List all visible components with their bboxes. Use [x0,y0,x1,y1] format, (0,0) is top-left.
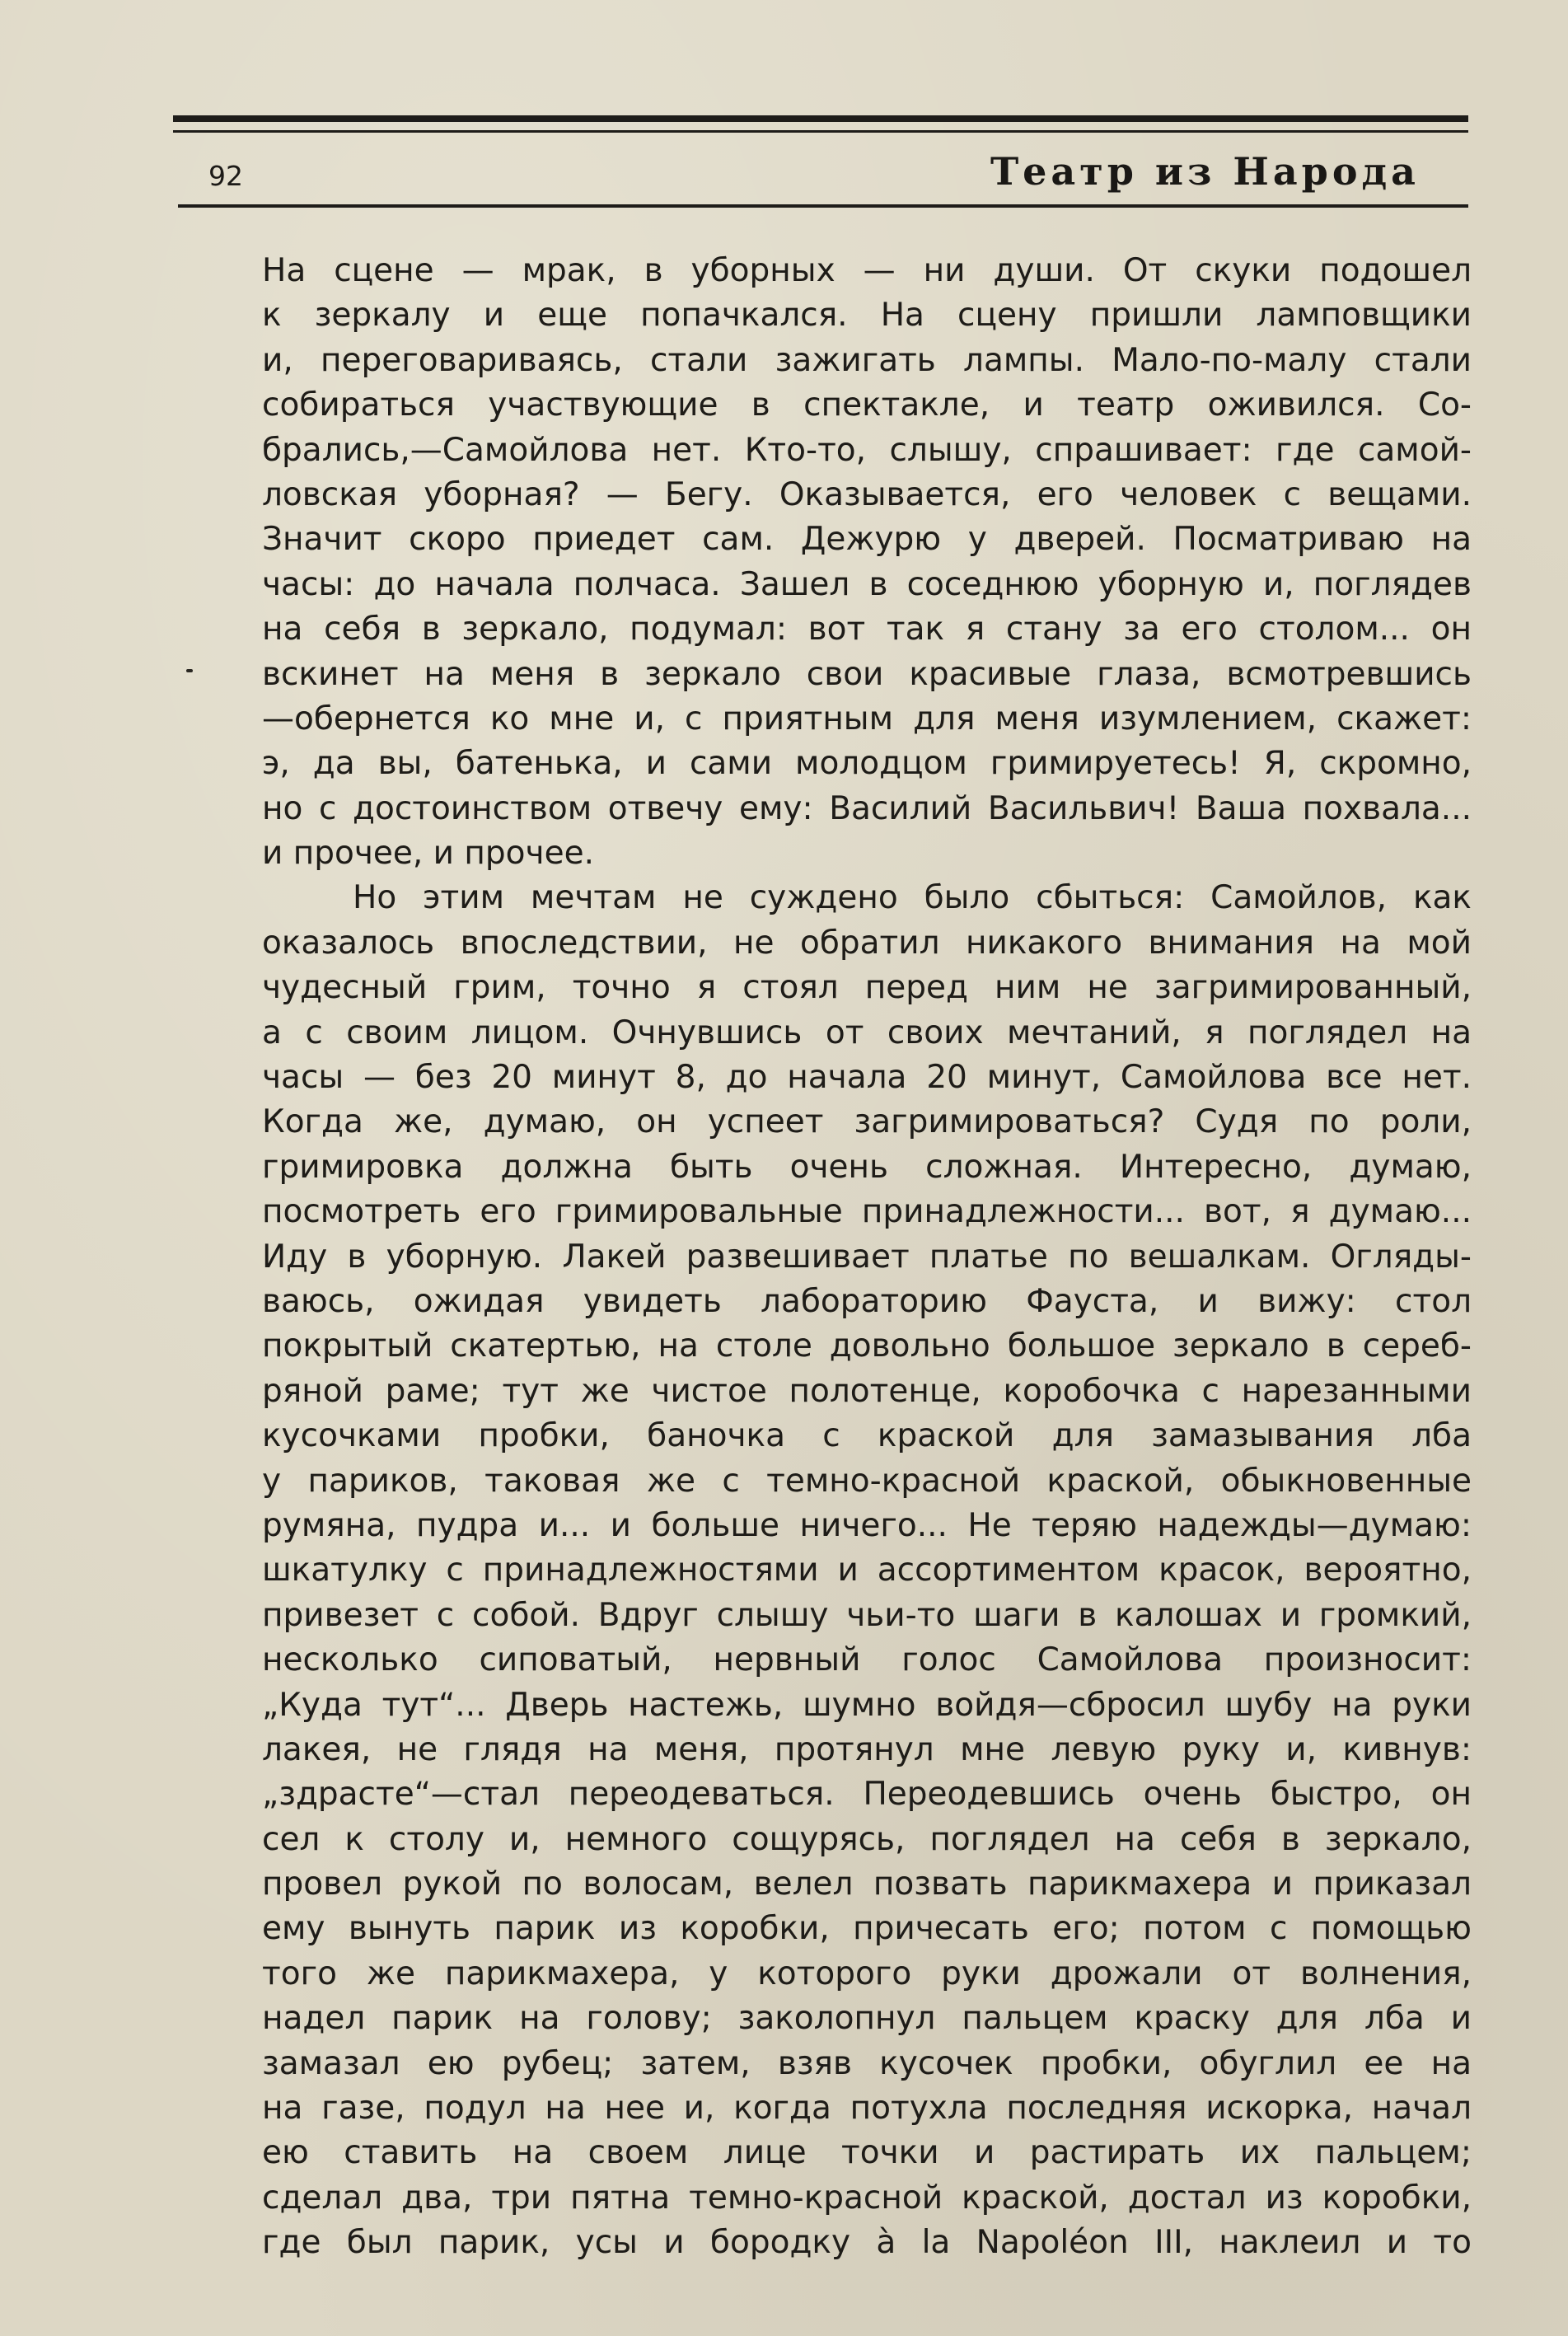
text-line: но с достоинством отвечу ему: Василий Васильвич! Ваша похвала... [262,789,1472,827]
text-line: „Куда тут“... Дверь настежь, шумно войдя—сбросил шубу на руки [262,1686,1472,1724]
text-line: ваюсь, ожидая увидеть лабораторию Фауста, и вижу: стол [262,1282,1472,1320]
text-line: посмотреть его гримировальные принадлежности... вот, я думаю... [262,1193,1472,1231]
text-line: ряной раме; тут же чистое полотенце, коробочка с нарезанными [262,1372,1472,1410]
margin-mark [186,669,193,672]
text-line: ловская уборная? — Бегу. Оказывается, его человек с вещами. [262,475,1472,513]
text-line: шкатулку с принадлежностями и ассортиментом красок, вероятно, [262,1552,1472,1589]
header-rule-thin [173,130,1468,133]
text-line: кусочками пробки, баночка с краской для замазывания лба [262,1417,1472,1455]
header-underline [178,204,1468,208]
text-line: несколько сиповатый, нервный голос Самойлова произносит: [262,1641,1472,1679]
text-line: чудесный грим, точно я стоял перед ним не загримированный, [262,969,1472,1007]
text-line: покрытый скатертью, на столе довольно большое зеркало в сереб- [262,1327,1472,1365]
paragraph-last-line: и прочее, и прочее. [262,835,594,873]
running-title: Театр из Народа [990,149,1420,194]
page-text [262,249,1472,2266]
text-line: румяна, пудра и... и больше ничего... Не теряю надежды—думаю: [262,1506,1472,1544]
text-line: замазал ею рубец; затем, взяв кусочек пробки, обуглил ее на [262,2044,1472,2082]
text-line: ею ставить на своем лице точки и растирать их пальцем; [262,2134,1472,2172]
text-line: собираться участвующие в спектакле, и театр оживился. Со- [262,386,1472,424]
text-line: вскинет на меня в зеркало свои красивые глаза, всмотревшись [262,655,1472,693]
text-line: Значит скоро приедет сам. Дежурю у дверей. Посматриваю на [262,521,1472,559]
text-line: часы — без 20 минут 8, до начала 20 минут, Самойлова все нет. [262,1059,1472,1097]
text-line: на газе, подул на нее и, когда потухла последняя искорка, начал [262,2090,1472,2128]
text-line: —обернется ко мне и, с приятным для меня изумлением, скажет: [262,700,1472,737]
text-line: ему вынуть парик из коробки, причесать его; потом с помощью [262,1910,1472,1948]
text-line: привезет с собой. Вдруг слышу чьи-то шаги в калошах и громкий, [262,1596,1472,1634]
text-line: на себя в зеркало, подумал: вот так я стану за его столом... он [262,611,1472,648]
text-line: того же парикмахера, у которого руки дрожали от волнения, [262,1954,1472,1992]
text-line: надел парик на голову; заколопнул пальцем краску для лба и [262,2000,1472,2038]
text-line: у париков, таковая же с темно-красной краской, обыкновенные [262,1462,1472,1500]
paragraph-first-line: Но этим мечтам не суждено было сбыться: Самойлов, как [353,879,1472,917]
text-line: а с своим лицом. Очнувшись от своих мечтаний, я поглядел на [262,1014,1472,1051]
text-line: Иду в уборную. Лакей развешивает платье по вешалкам. Огляды- [262,1238,1472,1276]
text-line: Когда же, думаю, он успеет загримироваться? Судя по роли, [262,1103,1472,1141]
text-line: лакея, не глядя на меня, протянул мне левую руку и, кивнув: [262,1730,1472,1768]
page-number: 92 [208,160,243,192]
text-line: оказалось впоследствии, не обратил никакого внимания на мой [262,924,1472,962]
header-rule-thick [173,115,1468,122]
text-line: сделал два, три пятна темно-красной краской, достал из коробки, [262,2179,1472,2217]
text-line: На сцене — мрак, в уборных — ни души. От скуки подошел [262,252,1472,289]
text-line: гримировка должна быть очень сложная. Интересно, думаю, [262,1148,1472,1186]
text-line: сел к столу и, немного сощурясь, поглядел на себя в зеркало, [262,1820,1472,1858]
text-line: „здрасте“—стал переодеваться. Переодевшись очень быстро, он [262,1776,1472,1814]
text-line: э, да вы, батенька, и сами молодцом гримируетесь! Я, скромно, [262,745,1472,783]
text-line: часы: до начала полчаса. Зашел в соседнюю уборную и, поглядев [262,565,1472,603]
text-line: и, переговариваясь, стали зажигать лампы. Мало-по-малу стали [262,341,1472,379]
text-line: брались,—Самойлова нет. Кто-то, слышу, спрашивает: где самой- [262,431,1472,469]
text-line: к зеркалу и еще попачкался. На сцену пришли ламповщики [262,297,1472,335]
text-line: провел рукой по волосам, велел позвать парикмахера и приказал [262,1866,1472,1903]
text-line: где был парик, усы и бородку à la Napoléon III, наклеил и то [262,2224,1472,2262]
